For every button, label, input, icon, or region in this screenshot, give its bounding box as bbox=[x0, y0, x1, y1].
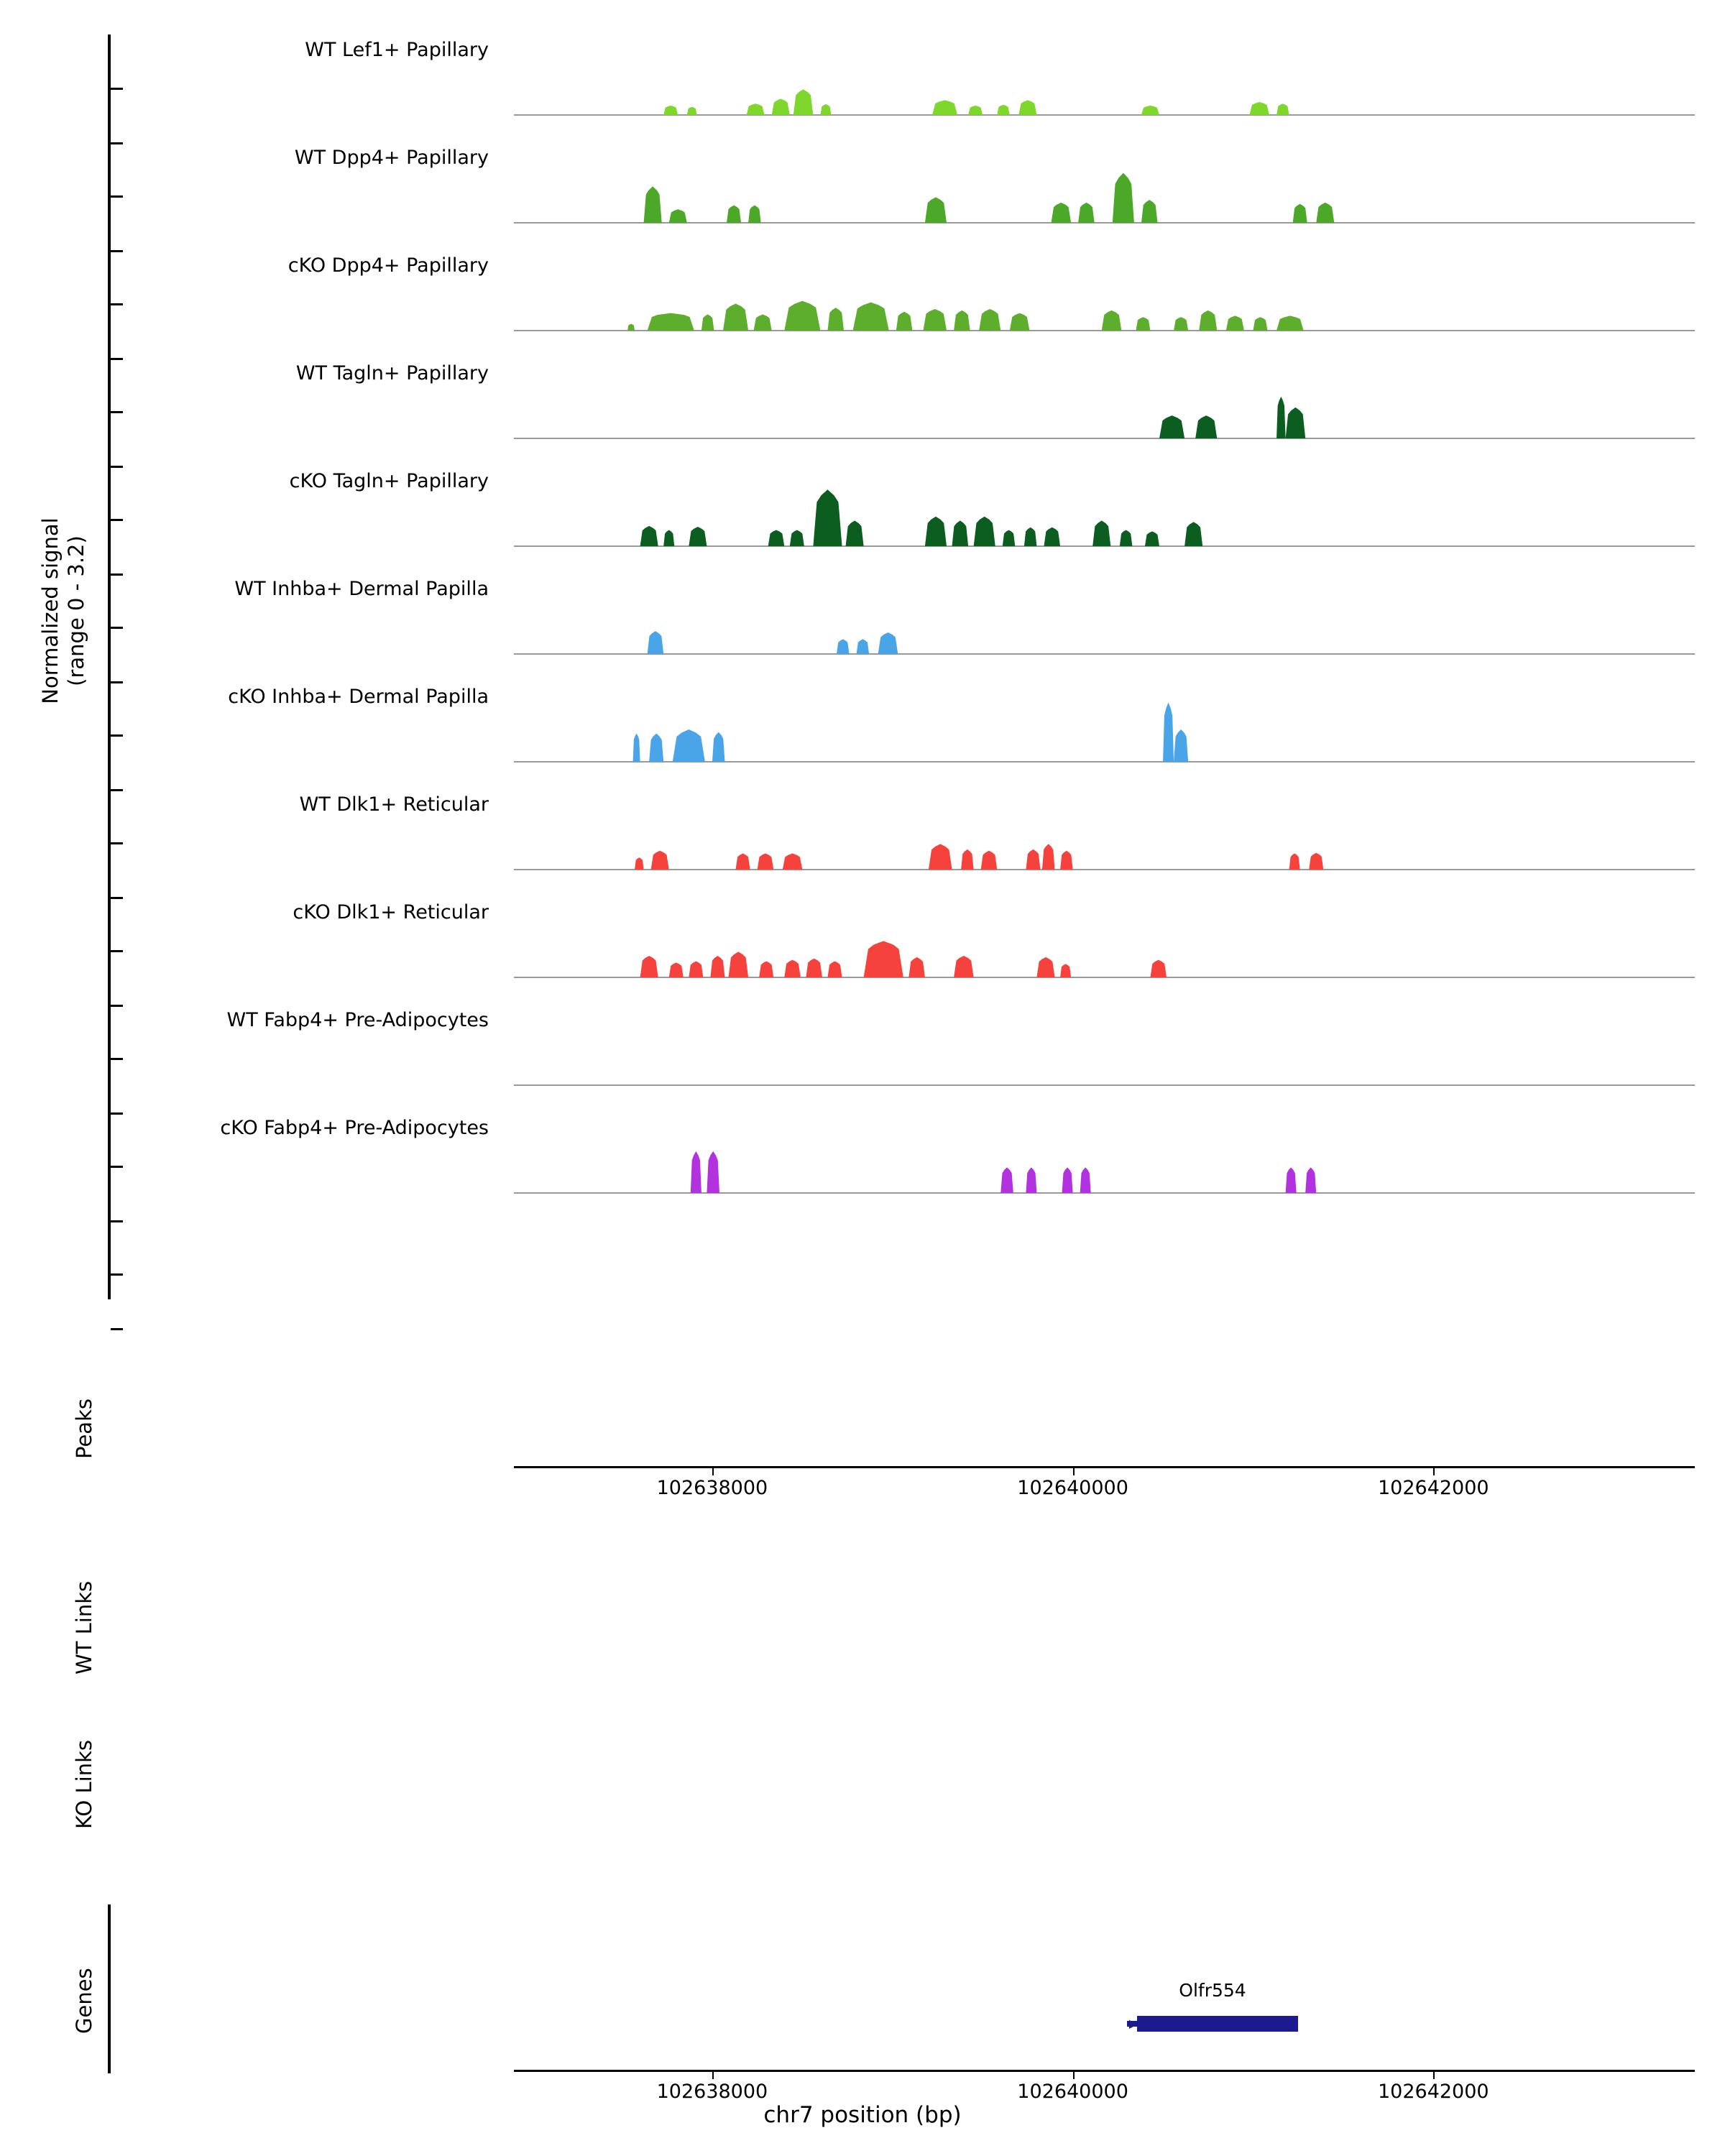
signal-peak bbox=[954, 310, 970, 331]
track-label: WT Fabp4+ Pre-Adipocytes bbox=[226, 1009, 489, 1031]
track-plot bbox=[514, 999, 1695, 1085]
signal-peak bbox=[663, 106, 678, 115]
x-axis-tick-label: 102638000 bbox=[656, 2081, 768, 2103]
x-axis-title: chr7 position (bp) bbox=[763, 2102, 962, 2128]
signal-peak bbox=[846, 520, 864, 546]
signal-peak bbox=[1199, 310, 1217, 331]
y-axis-tick bbox=[111, 88, 123, 90]
y-axis-label-line2: (range 0 - 3.2) bbox=[64, 535, 89, 686]
track-signal bbox=[514, 999, 1695, 1085]
x-axis-bottom bbox=[514, 2070, 1695, 2072]
y-axis-tick bbox=[111, 897, 123, 899]
signal-peak bbox=[1316, 203, 1334, 223]
track-signal bbox=[514, 29, 1695, 115]
signal-peak bbox=[649, 734, 663, 762]
x-axis-tick bbox=[1433, 2072, 1435, 2079]
signal-peak bbox=[929, 844, 952, 870]
y-axis-tick bbox=[111, 1273, 123, 1276]
track-plot bbox=[514, 568, 1695, 654]
signal-peak bbox=[981, 851, 998, 870]
x-axis-tick-label: 102640000 bbox=[1017, 1477, 1128, 1499]
signal-peak bbox=[1010, 313, 1030, 331]
track-plot bbox=[514, 352, 1695, 438]
signal-peak bbox=[648, 313, 694, 331]
x-axis-tick bbox=[1433, 1468, 1435, 1475]
signal-peak bbox=[837, 639, 850, 654]
section-label-ko-links: KO Links bbox=[72, 1740, 96, 1829]
track-signal bbox=[514, 352, 1695, 438]
signal-peak bbox=[1163, 703, 1174, 763]
signal-peak bbox=[1062, 1167, 1073, 1193]
track-plot bbox=[514, 244, 1695, 331]
y-axis-tick bbox=[111, 303, 123, 305]
signal-peak bbox=[1000, 1167, 1013, 1193]
track-plot bbox=[514, 783, 1695, 870]
signal-peak bbox=[1080, 1167, 1091, 1193]
y-axis-tick bbox=[111, 681, 123, 683]
track-label: WT Tagln+ Papillary bbox=[295, 362, 489, 384]
y-axis-tick bbox=[111, 1058, 123, 1060]
signal-peak bbox=[758, 854, 774, 870]
signal-peak bbox=[691, 1151, 702, 1193]
signal-peak bbox=[768, 530, 785, 547]
signal-peak bbox=[1145, 531, 1159, 546]
section-label-wt-links: WT Links bbox=[72, 1580, 96, 1674]
x-axis-tick bbox=[1073, 1468, 1075, 1475]
signal-peak bbox=[747, 103, 765, 115]
track-label: WT Lef1+ Papillary bbox=[305, 39, 489, 61]
gene-label: Olfr554 bbox=[1179, 1980, 1246, 2001]
y-axis-tick bbox=[111, 1166, 123, 1168]
signal-peak bbox=[1052, 203, 1072, 223]
signal-peak bbox=[979, 309, 1000, 331]
signal-peak bbox=[813, 489, 842, 546]
y-axis-tick bbox=[111, 950, 123, 952]
x-axis-tick bbox=[712, 1468, 714, 1475]
x-axis-tick-label: 102638000 bbox=[656, 1477, 768, 1499]
signal-peak bbox=[663, 530, 674, 547]
signal-peak bbox=[784, 301, 820, 331]
signal-peak bbox=[974, 517, 995, 546]
signal-peak bbox=[1195, 415, 1217, 438]
signal-peak bbox=[1060, 964, 1071, 977]
signal-peak bbox=[748, 206, 761, 223]
signal-peak bbox=[1249, 102, 1269, 115]
signal-axis-spine bbox=[108, 34, 111, 1299]
track-signal bbox=[514, 568, 1695, 654]
y-axis-label-line1: Normalized signal bbox=[38, 517, 63, 704]
track-label: WT Dpp4+ Papillary bbox=[294, 147, 489, 169]
signal-peak bbox=[1276, 397, 1286, 438]
signal-peak bbox=[727, 206, 741, 223]
signal-peak bbox=[908, 957, 925, 977]
signal-peak bbox=[1276, 103, 1289, 115]
signal-peak bbox=[707, 1151, 719, 1193]
signal-peak bbox=[669, 209, 687, 223]
signal-peak bbox=[784, 960, 801, 977]
signal-peak bbox=[864, 941, 903, 977]
signal-peak bbox=[878, 632, 898, 654]
signal-peak bbox=[932, 100, 957, 115]
y-axis-tick bbox=[111, 573, 123, 576]
track-label: WT Dlk1+ Reticular bbox=[299, 793, 489, 816]
signal-peak bbox=[1092, 520, 1110, 546]
signal-peak bbox=[1141, 106, 1159, 115]
signal-peak bbox=[1174, 729, 1188, 762]
signal-peak bbox=[1024, 528, 1037, 546]
signal-peak bbox=[1305, 1167, 1316, 1193]
signal-peak bbox=[794, 89, 814, 115]
signal-peak bbox=[640, 526, 658, 546]
signal-peak bbox=[633, 734, 640, 762]
signal-peak bbox=[1113, 173, 1134, 223]
signal-peak bbox=[954, 956, 974, 977]
x-axis-tick bbox=[1073, 2072, 1075, 2079]
track-label: WT Inhba+ Dermal Papilla bbox=[234, 578, 489, 600]
track-plot bbox=[514, 891, 1695, 977]
gene-exon-block[interactable] bbox=[1137, 2016, 1298, 2032]
signal-peak bbox=[1253, 317, 1267, 331]
y-axis-label bbox=[37, 410, 90, 812]
signal-peak bbox=[723, 304, 748, 331]
track-signal bbox=[514, 783, 1695, 870]
signal-peak bbox=[644, 186, 662, 223]
signal-peak bbox=[1309, 853, 1323, 870]
signal-peak bbox=[827, 962, 842, 978]
signal-peak bbox=[1159, 415, 1184, 438]
signal-peak bbox=[736, 854, 750, 870]
signal-peak bbox=[1226, 315, 1244, 331]
signal-peak bbox=[1289, 854, 1300, 870]
y-axis-tick bbox=[111, 1328, 123, 1330]
signal-peak bbox=[1150, 960, 1167, 977]
signal-peak bbox=[1286, 407, 1306, 438]
y-axis-tick bbox=[111, 142, 123, 144]
y-axis-tick bbox=[111, 789, 123, 791]
signal-peak bbox=[925, 517, 947, 546]
signal-peak bbox=[1141, 200, 1158, 223]
genes-axis-spine bbox=[108, 1904, 111, 2073]
y-axis-tick bbox=[111, 519, 123, 521]
x-axis-tick-label: 102642000 bbox=[1377, 1477, 1489, 1499]
signal-peak bbox=[712, 732, 725, 762]
y-axis-tick bbox=[111, 466, 123, 468]
track-signal bbox=[514, 891, 1695, 977]
signal-peak bbox=[1293, 204, 1307, 223]
y-axis-tick bbox=[111, 195, 123, 198]
signal-peak bbox=[1036, 957, 1054, 977]
x-axis-tick-label: 102642000 bbox=[1377, 2081, 1489, 2103]
signal-peak bbox=[1286, 1167, 1297, 1193]
signal-peak bbox=[923, 309, 947, 331]
signal-peak bbox=[1136, 317, 1150, 331]
signal-peak bbox=[820, 104, 831, 115]
signal-peak bbox=[772, 99, 790, 116]
signal-peak bbox=[1044, 528, 1060, 546]
signal-peak bbox=[1026, 849, 1040, 870]
x-axis-tick-label: 102640000 bbox=[1017, 2081, 1128, 2103]
signal-peak bbox=[1184, 522, 1202, 546]
signal-peak bbox=[857, 639, 870, 654]
y-axis-tick bbox=[111, 627, 123, 629]
signal-peak bbox=[687, 107, 697, 115]
signal-peak bbox=[627, 324, 635, 331]
signal-peak bbox=[648, 631, 664, 654]
track-plot bbox=[514, 137, 1695, 223]
track-signal bbox=[514, 676, 1695, 762]
signal-peak bbox=[1276, 315, 1304, 331]
y-axis-tick bbox=[111, 1005, 123, 1007]
signal-peak bbox=[790, 530, 804, 547]
y-axis-tick bbox=[111, 411, 123, 413]
signal-peak bbox=[702, 315, 714, 331]
signal-peak bbox=[1042, 844, 1055, 870]
signal-peak bbox=[754, 315, 772, 331]
x-axis-tick bbox=[712, 2072, 714, 2079]
signal-peak bbox=[651, 851, 669, 870]
track-signal bbox=[514, 1107, 1695, 1193]
signal-peak bbox=[1018, 100, 1036, 115]
track-label: cKO Inhba+ Dermal Papilla bbox=[228, 686, 489, 708]
signal-peak bbox=[961, 849, 974, 870]
signal-peak bbox=[759, 962, 773, 978]
signal-peak bbox=[997, 105, 1010, 115]
signal-peak bbox=[896, 312, 913, 331]
signal-peak bbox=[827, 308, 844, 331]
signal-peak bbox=[1102, 310, 1122, 331]
signal-peak bbox=[689, 527, 707, 546]
y-axis-tick bbox=[111, 734, 123, 737]
signal-peak bbox=[669, 962, 684, 977]
signal-peak bbox=[728, 952, 748, 977]
signal-peak bbox=[689, 962, 703, 978]
signal-peak bbox=[1078, 203, 1095, 223]
y-axis-tick bbox=[111, 358, 123, 360]
signal-peak bbox=[952, 520, 969, 546]
signal-peak bbox=[853, 303, 889, 331]
signal-peak bbox=[783, 854, 803, 870]
signal-peak bbox=[968, 106, 983, 115]
track-label: cKO Dpp4+ Papillary bbox=[288, 254, 489, 277]
section-label-peaks: Peaks bbox=[72, 1399, 96, 1459]
y-axis-tick bbox=[111, 842, 123, 844]
signal-peak bbox=[1060, 851, 1073, 870]
signal-peak bbox=[1120, 530, 1133, 547]
track-signal bbox=[514, 244, 1695, 331]
signal-peak bbox=[1026, 1167, 1036, 1193]
track-signal bbox=[514, 460, 1695, 546]
gene-strand-arrow-icon: ▶ bbox=[1128, 2017, 1138, 2030]
signal-peak bbox=[710, 956, 724, 977]
y-axis-tick bbox=[111, 250, 123, 252]
track-label: cKO Dlk1+ Reticular bbox=[293, 901, 489, 923]
track-signal bbox=[514, 137, 1695, 223]
signal-peak bbox=[1003, 530, 1016, 547]
y-axis-tick bbox=[111, 1220, 123, 1222]
y-axis-tick bbox=[111, 1112, 123, 1115]
signal-peak bbox=[635, 857, 644, 870]
signal-peak bbox=[1174, 317, 1188, 331]
track-label: cKO Tagln+ Papillary bbox=[289, 470, 489, 492]
signal-peak bbox=[925, 197, 947, 223]
signal-peak bbox=[640, 956, 658, 977]
track-plot bbox=[514, 29, 1695, 115]
x-axis-top bbox=[514, 1466, 1695, 1468]
track-plot bbox=[514, 1107, 1695, 1193]
signal-peak bbox=[806, 959, 822, 977]
track-label: cKO Fabp4+ Pre-Adipocytes bbox=[220, 1117, 489, 1139]
section-label-genes: Genes bbox=[72, 1968, 96, 2034]
track-plot bbox=[514, 676, 1695, 762]
track-plot bbox=[514, 460, 1695, 546]
signal-peak bbox=[673, 729, 705, 762]
